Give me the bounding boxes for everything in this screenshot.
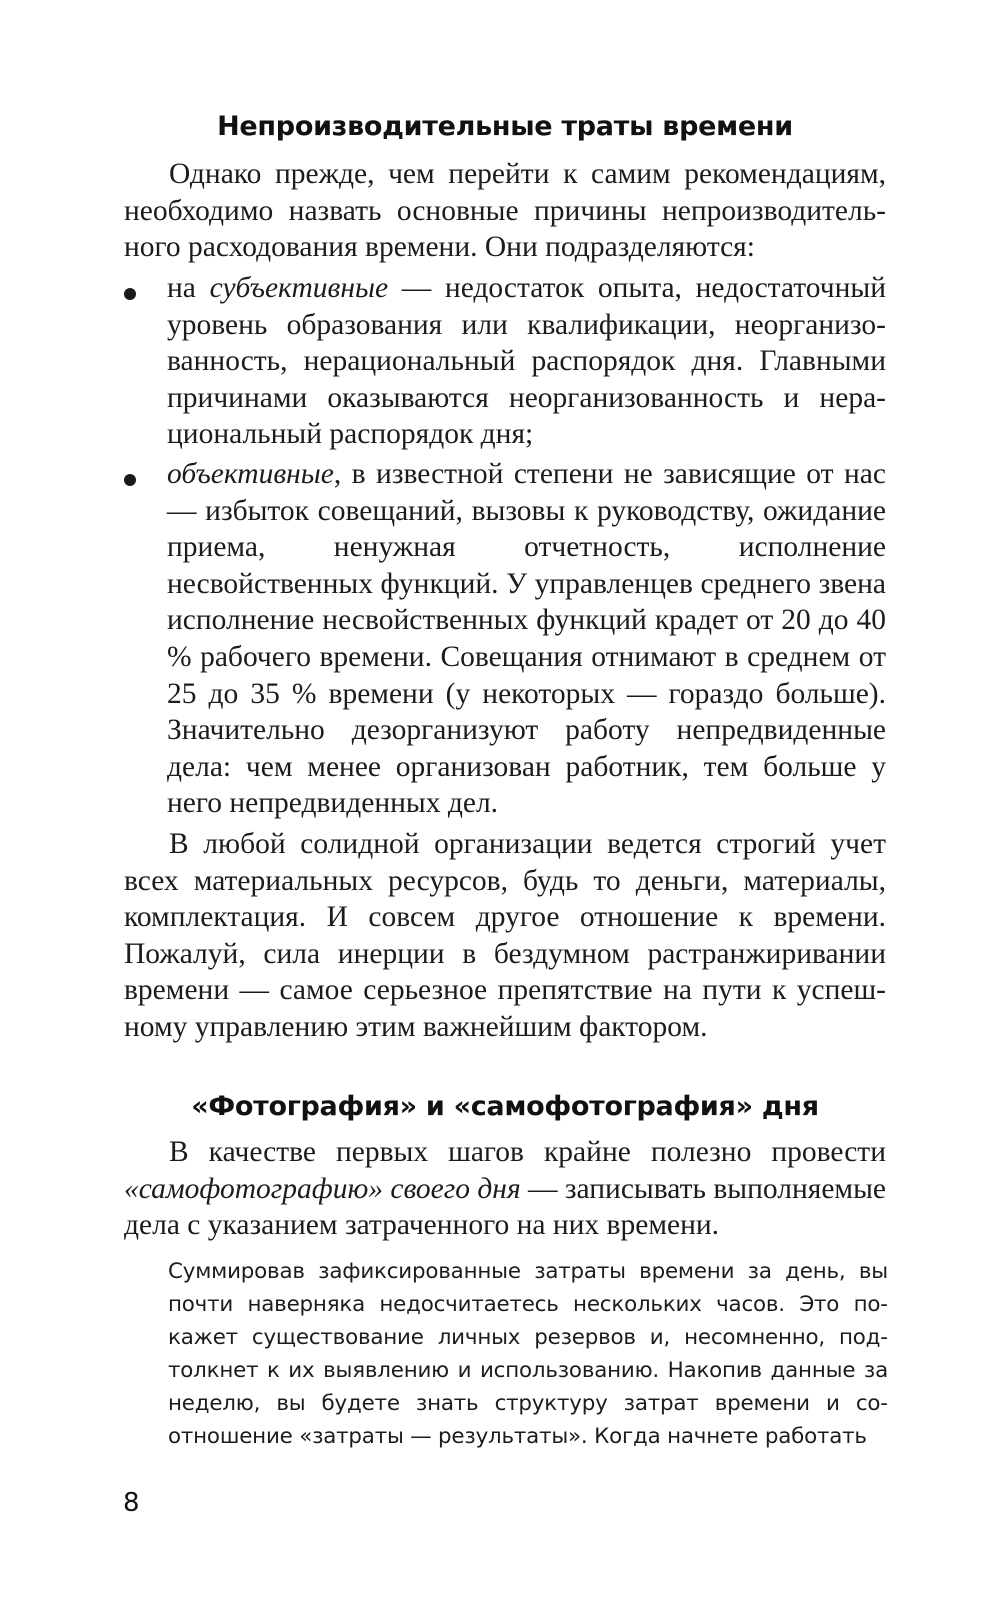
closing-paragraph: В любой солидной организации ведется строгий учет всех материальных ресурсов, будь то деньги, материалы, комплектация. И совсем другое отношение к времени. Пожалуй, сила инерции в бездумном растранжиривании времени — самое серьезное препятствие на пути к успешному управлению этим важнейшим фактором. <box>124 828 886 1043</box>
bullet-text: — недостаток опыта, недостаточный уровень образования или квалификации, неорганизованность, нерациональный распорядок дня. Главными причинами оказываются неорганизованность и нерациональный распорядок дня; <box>167 272 886 451</box>
paragraph-lead: В качестве первых шагов крайне полезно провести <box>169 1136 886 1168</box>
intro-paragraph: Однако прежде, чем перейти к самим рекомендациям, необходимо назвать основные причины непроизводительного расходования времени. Они подразделяются: <box>124 158 886 264</box>
bullet-term: субъективные <box>209 272 389 304</box>
paragraph-term: «самофотографию» своего дня <box>124 1172 521 1205</box>
bullet-item-subjective <box>167 270 886 453</box>
page-number: 8 <box>123 1488 140 1518</box>
bullet-item-objective <box>167 456 886 822</box>
paragraph-tail: — записывать выполняемые дела с указанием затраченного на них времени. <box>124 1172 886 1242</box>
section-heading-unproductive-time: Непроизводительные траты времени <box>217 111 793 142</box>
bullet-lead: на <box>167 272 210 304</box>
section-heading-day-photography: «Фотография» и «самофотография» дня <box>191 1091 819 1122</box>
self-photography-paragraph <box>124 1134 886 1244</box>
bullet-text: , в известной степени не зависящие от нас — избыток совещаний, вызовы к руководству, ожидание приема, ненужная отчетность, исполнение несвойственных функций. У управленцев среднего звена исполнение несвойственных функций крадет от 20 до 40 % рабочего времени. Совещания отнимают в среднем от 25 до 35 % времени (у некоторых — гораздо больше). Значительно дезорганизуют работу непредвиденные дела: чем менее организован работник, тем больше у него непредвиденных дел. <box>167 458 886 820</box>
bullet-term: объективные <box>167 458 334 490</box>
note-paragraph: Суммировав зафиксированные затраты времени за день, вы почти наверняка недосчитаетесь нескольких часов. Это покажет существование личных резервов и, несомненно, подтолкнет к их выявлению и использованию. Накопив данные за неделю, вы будете знать структуру затрат времени и соотношение «затраты — результаты». Когда начнете работать <box>168 1259 888 1449</box>
bullet-dot-icon <box>124 474 136 486</box>
bullet-dot-icon <box>124 288 136 300</box>
